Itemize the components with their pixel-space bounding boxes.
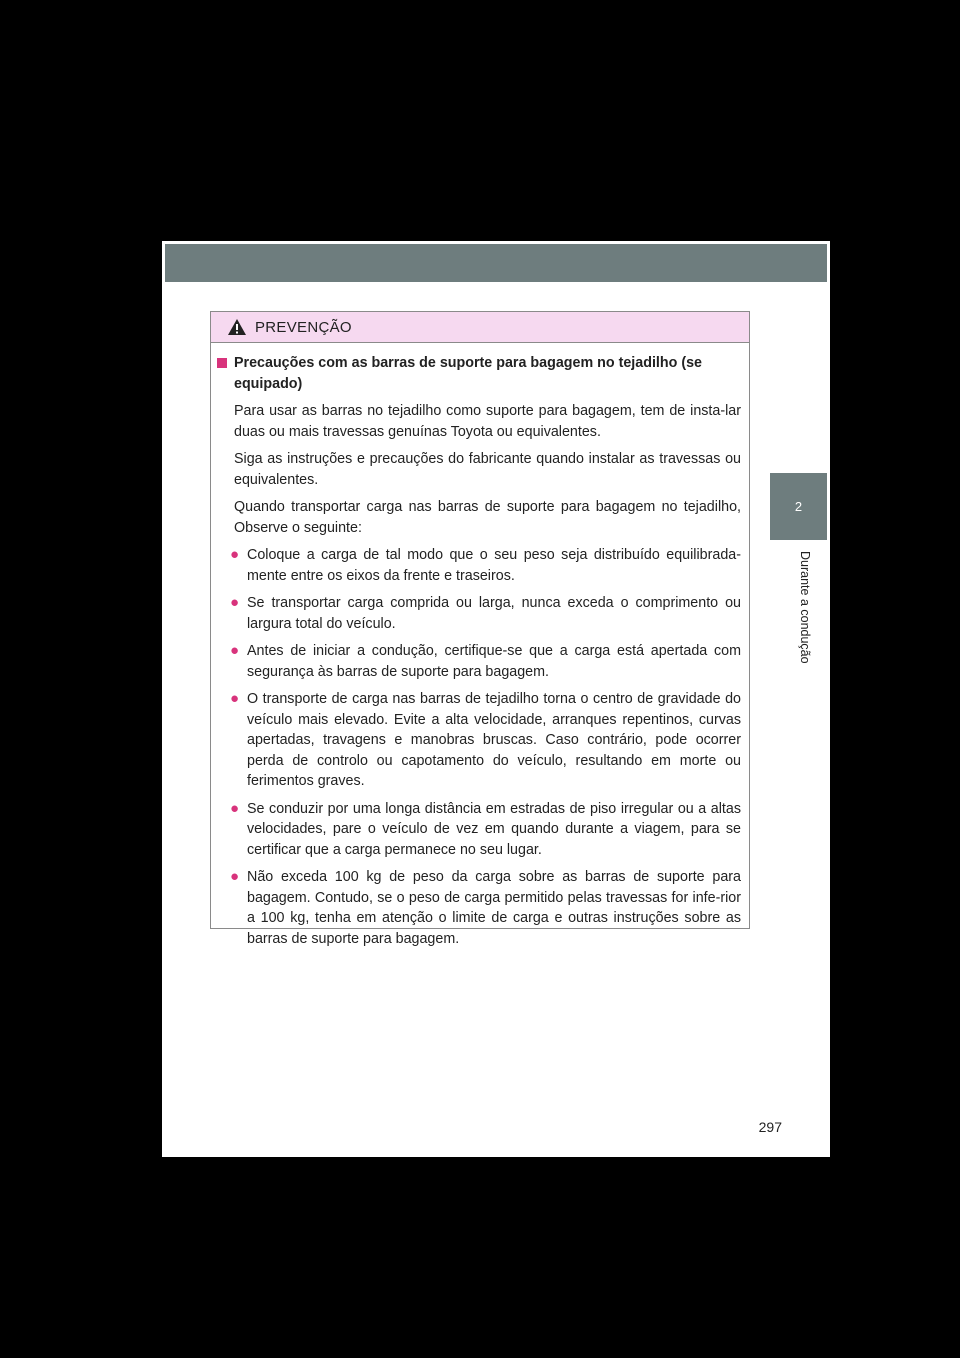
square-bullet-icon — [217, 358, 227, 368]
chapter-label: Durante a condução — [798, 551, 812, 664]
paragraph: Siga as instruções e precauções do fabricante quando instalar as travessas ou equivalentes. — [234, 451, 741, 488]
circle-bullet-icon: ● — [230, 594, 240, 611]
warning-box — [210, 311, 750, 947]
list-item — [230, 867, 741, 949]
list-item — [230, 689, 741, 792]
paragraph: Quando transportar carga nas barras de suporte para bagagem no tejadilho, Observe o seguinte: — [234, 499, 741, 536]
list-item-text: Coloque a carga de tal modo que o seu peso seja distribuído equilibrada-mente entre os eixos da frente e traseiros. — [247, 547, 741, 584]
list-item-text: Se conduzir por uma longa distância em estradas de piso irregular ou a altas velocidades, pare o veículo de vez em quando durante a viagem, para se certificar que a carga permanece no seu lugar. — [247, 800, 741, 858]
paragraph: Para usar as barras no tejadilho como suporte para bagagem, tem de insta-lar duas ou mais travessas genuínas Toyota ou equivalentes. — [234, 403, 741, 440]
section-heading — [217, 353, 741, 394]
warning-header — [211, 312, 749, 343]
circle-bullet-icon: ● — [230, 799, 240, 817]
list-item — [230, 641, 741, 682]
page-number: 297 — [758, 1119, 782, 1135]
chapter-tab[interactable] — [770, 473, 827, 540]
list-item — [230, 799, 741, 861]
list-item-text: Antes de iniciar a condução, certifique-se que a carga está apertada com segurança às barras de suporte para bagagem. — [247, 643, 741, 680]
manual-page — [162, 241, 830, 1157]
warning-triangle-icon — [227, 318, 247, 336]
list-item-text: Não exceda 100 kg de peso da carga sobre as barras de suporte para bagagem. Contudo, se o peso de carga permitido pelas travessas for infe-rior a 100 kg, tenha em atenção o limite de carga e outras instruções sobre as barras de suporte para bagagem. — [247, 869, 741, 947]
circle-bullet-icon: ● — [230, 690, 240, 707]
list-item — [230, 545, 741, 586]
chapter-number: 2 — [794, 499, 803, 514]
warning-title: PREVENÇÃO — [255, 318, 352, 336]
circle-bullet-icon: ● — [230, 868, 240, 885]
list-item — [230, 593, 741, 634]
list-item-text: O transporte de carga nas barras de tejadilho torna o centro de gravidade do veículo mais elevado. Evite a alta velocidade, arranques repentinos, curvas apertadas, travagens e manobras bruscas. Caso contrário, pode ocorrer perda de controlo ou capotamento do veículo, resultando em morte ou ferimentos graves. — [247, 691, 741, 789]
circle-bullet-icon: ● — [230, 642, 240, 659]
section-heading-text: Precauções com as barras de suporte para bagagem no tejadilho (se equipado) — [234, 355, 702, 392]
list-item-text: Se transportar carga comprida ou larga, nunca exceda o comprimento ou largura total do veículo. — [247, 595, 741, 632]
circle-bullet-icon: ● — [230, 546, 240, 563]
warning-body — [211, 343, 749, 949]
header-bar — [165, 244, 827, 282]
